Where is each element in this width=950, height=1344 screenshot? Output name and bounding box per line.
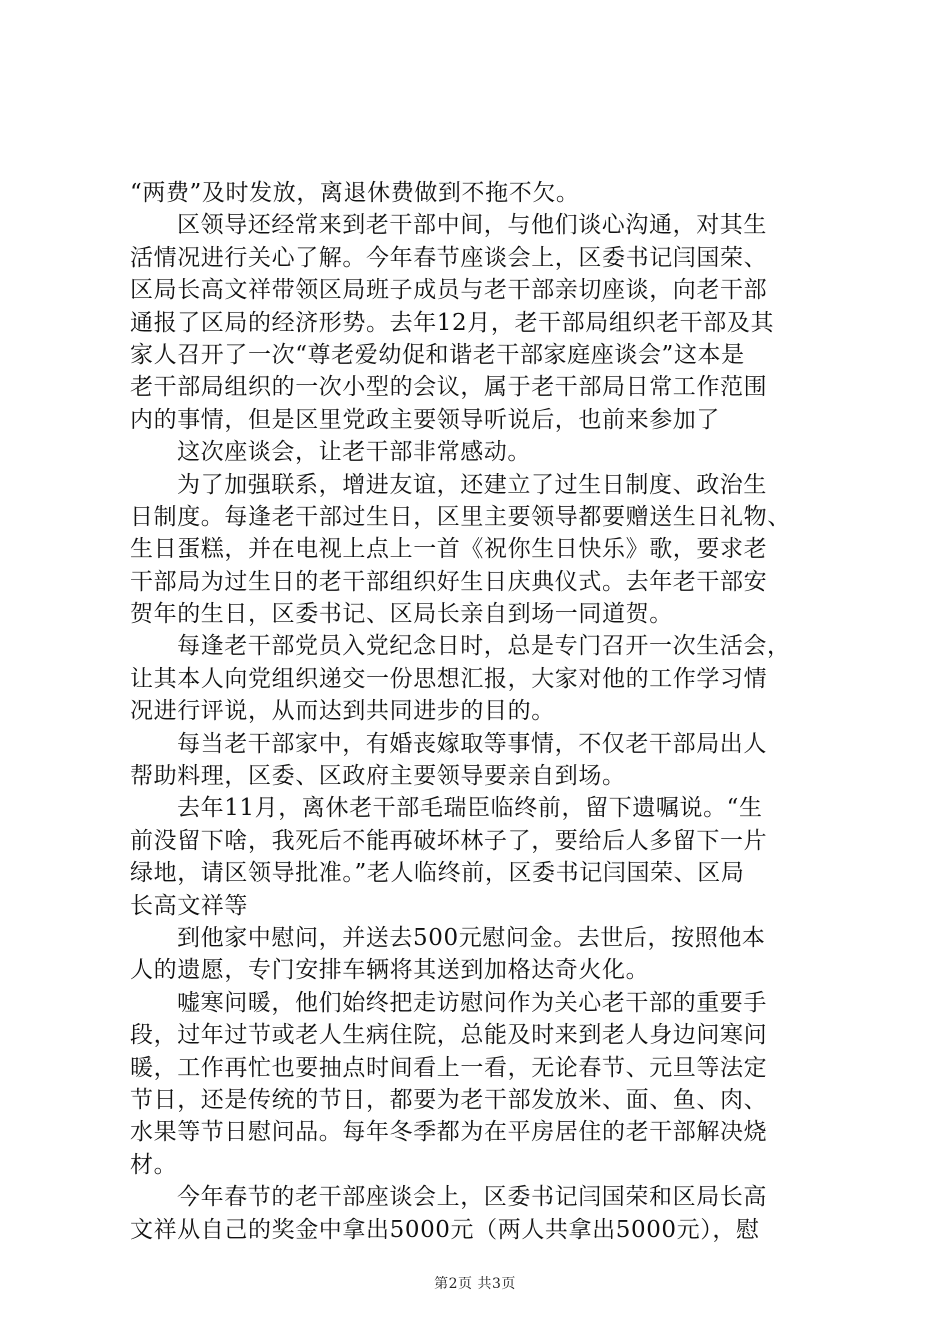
text-line: 让其本人向党组织递交一份思想汇报，大家对他的工作学习情: [130, 665, 768, 692]
text-line: 水果等节日慰问品。每年冬季都为在平房居住的老干部解决烧: [130, 1119, 768, 1146]
text-line: 这次座谈会，让老干部非常感动。: [177, 439, 531, 466]
text-line: 为了加强联系，增进友谊，还建立了过生日制度、政治生: [177, 471, 767, 498]
text-line: 每逢老干部党员入党纪念日时，总是专门召开一次生活会，: [177, 633, 791, 660]
text-line: 人的遗愿，专门安排车辆将其送到加格达奇火化。: [130, 957, 650, 984]
text-line: 段，过年过节或老人生病住院，总能及时来到老人身边问寒问: [130, 1022, 768, 1049]
text-line: 通报了区局的经济形势。去年12月，老干部局组织老干部及其: [130, 309, 775, 336]
text-line: 贺年的生日，区委书记、区局长亲自到场一同道贺。: [130, 601, 673, 628]
text-line: 况进行评说，从而达到共同进步的目的。: [130, 698, 555, 725]
text-line: 老干部局组织的一次小型的会议，属于老干部局日常工作范围: [130, 374, 768, 401]
text-line: 区领导还经常来到老干部中间，与他们谈心沟通，对其生: [177, 212, 767, 239]
text-line: 活情况进行关心了解。今年春节座谈会上，区委书记闫国荣、: [130, 244, 768, 271]
text-line: 区局长高文祥带领区局班子成员与老干部亲切座谈，向老干部: [130, 277, 768, 304]
text-line: 每当老干部家中，有婚丧嫁取等事情，不仅老干部局出人: [177, 730, 767, 757]
text-line: 干部局为过生日的老干部组织好生日庆典仪式。去年老干部安: [130, 568, 768, 595]
text-line: 长高文祥等: [130, 892, 248, 919]
text-line: 家人召开了一次“尊老爱幼促和谐老干部家庭座谈会”这本是: [130, 341, 745, 368]
text-line: 嘘寒问暖，他们始终把走访慰问作为关心老干部的重要手: [177, 989, 767, 1016]
text-line: 生日蛋糕，并在电视上点上一首《祝你生日快乐》歌，要求老: [130, 536, 768, 563]
body-text: [130, 177, 835, 1246]
text-line: 节日，还是传统的节日，都要为老干部发放米、面、鱼、肉、: [130, 1086, 768, 1113]
text-line: 到他家中慰问，并送去500元慰问金。去世后，按照他本: [177, 924, 766, 951]
text-line: 去年11月，离休老干部毛瑞臣临终前，留下遗嘱说。“生: [177, 795, 763, 822]
text-line: 绿地，请区领导批准。”老人临终前，区委书记闫国荣、区局: [130, 860, 745, 887]
text-line: 前没留下啥，我死后不能再破坏林子了，要给后人多留下一片: [130, 827, 768, 854]
text-line: 材。: [130, 1151, 178, 1178]
text-line: 暖，工作再忙也要抽点时间看上一看，无论春节、元旦等法定: [130, 1054, 768, 1081]
page-number-footer: 第2页 共3页: [434, 1276, 516, 1292]
text-line: 帮助料理，区委、区政府主要领导要亲自到场。: [130, 763, 626, 790]
text-line: 今年春节的老干部座谈会上，区委书记闫国荣和区局长高: [177, 1184, 767, 1211]
text-line: 日制度。每逢老干部过生日，区里主要领导都要赠送生日礼物、: [130, 503, 791, 530]
text-line: “两费”及时发放，离退休费做到不拖不欠。: [130, 180, 580, 206]
text-line: 内的事情，但是区里党政主要领导听说后，也前来参加了: [130, 406, 720, 433]
text-line: 文祥从自己的奖金中拿出5000元（两人共拿出5000元），慰: [130, 1216, 760, 1243]
